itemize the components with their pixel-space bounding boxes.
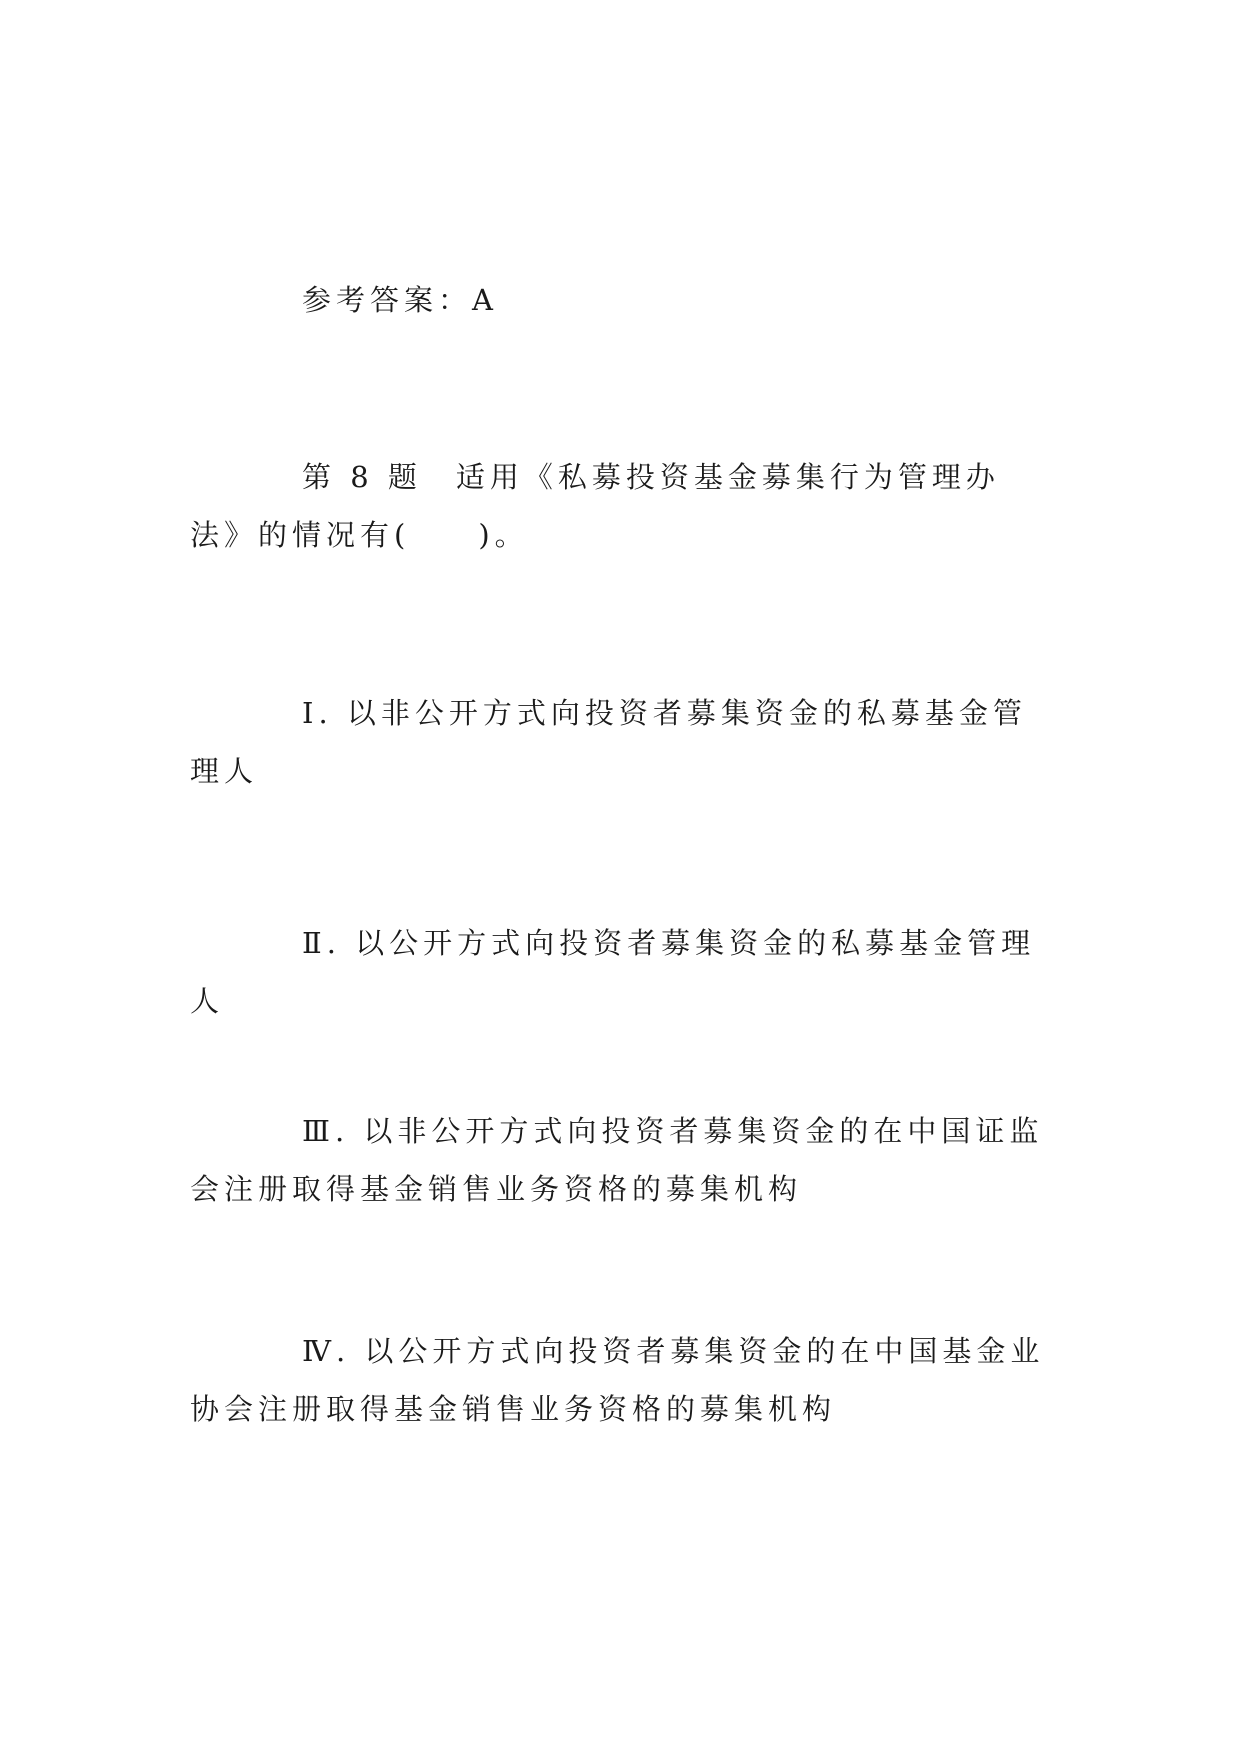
option-ii: Ⅱ. 以公开方式向投资者募集资金的私募基金管理人 (190, 926, 1036, 1018)
question-8-text: 第 8 题 适用《私募投资基金募集行为管理办法》的情况有( )。 (190, 460, 1000, 552)
reference-answer: 参考答案：A (302, 283, 498, 317)
option-iii: Ⅲ. 以非公开方式向投资者募集资金的在中国证监会注册取得基金销售业务资格的募集机构 (190, 1114, 1044, 1206)
option-i: Ⅰ. 以非公开方式向投资者募集资金的私募基金管理人 (190, 696, 1027, 788)
option-iv: Ⅳ. 以公开方式向投资者募集资金的在中国基金业协会注册取得基金销售业务资格的募集机构 (190, 1334, 1045, 1426)
